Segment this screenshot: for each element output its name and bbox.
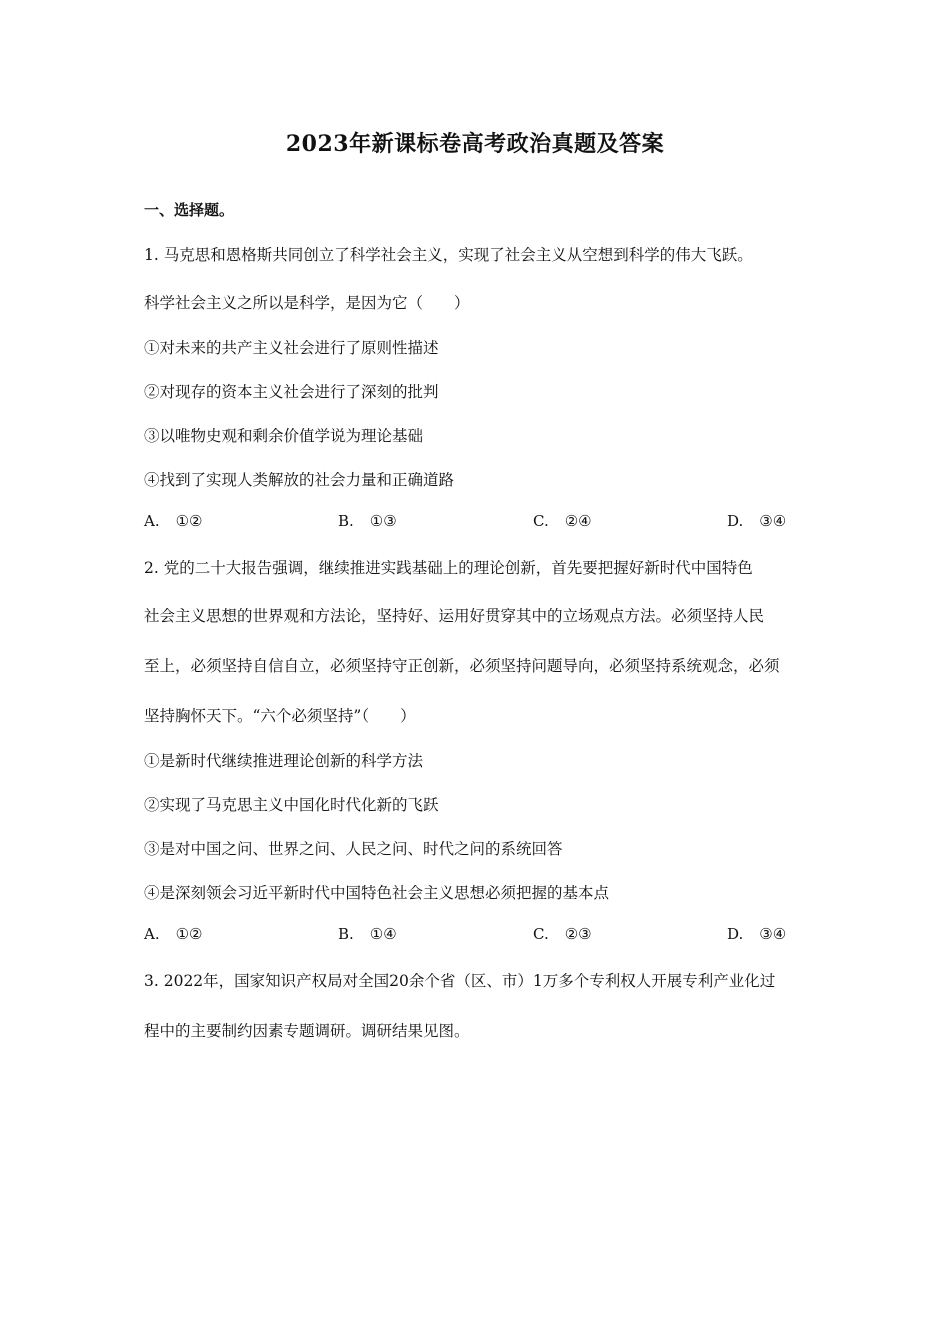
q2-stem-line: 坚持胸怀天下。“六个必须坚持”（ ） xyxy=(144,707,416,725)
option-value: ①② xyxy=(175,512,203,530)
option-label: A. xyxy=(144,925,160,943)
q2-option-a xyxy=(144,925,203,943)
option-value: ①② xyxy=(175,925,203,943)
q2-item: ②实现了马克思主义中国化时代化新的飞跃 xyxy=(144,796,439,814)
q2-item: ①是新时代继续推进理论创新的科学方法 xyxy=(144,752,424,770)
q1-option-d xyxy=(727,512,786,530)
q2-item: ③是对中国之问、世界之问、人民之问、时代之问的系统回答 xyxy=(144,840,563,858)
option-value: ①④ xyxy=(369,925,397,943)
q2-stem-line: 社会主义思想的世界观和方法论，坚持好、运用好贯穿其中的立场观点方法。必须坚持人民 xyxy=(144,607,765,625)
q1-item: ④找到了实现人类解放的社会力量和正确道路 xyxy=(144,471,455,489)
q3-stem-line: 3. 2022年，国家知识产权局对全国20余个省（区、市）1万多个专利权人开展专利产业化过 xyxy=(144,972,776,990)
option-value: ③④ xyxy=(759,512,787,530)
document-title: 2023年新课标卷高考政治真题及答案 xyxy=(285,131,665,157)
option-label: A. xyxy=(144,512,160,530)
q1-stem-line: 1. 马克思和恩格斯共同创立了科学社会主义，实现了社会主义从空想到科学的伟大飞跃。 xyxy=(144,246,753,264)
option-label: C. xyxy=(533,925,549,943)
q1-option-c xyxy=(533,512,592,530)
option-label: B. xyxy=(338,925,354,943)
option-label: B. xyxy=(338,512,354,530)
option-value: ②④ xyxy=(564,512,592,530)
option-label: D. xyxy=(727,512,744,530)
q1-item: ②对现存的资本主义社会进行了深刻的批判 xyxy=(144,383,439,401)
q1-option-a xyxy=(144,512,203,530)
option-value: ②③ xyxy=(564,925,592,943)
q2-item: ④是深刻领会习近平新时代中国特色社会主义思想必须把握的基本点 xyxy=(144,884,610,902)
option-value: ③④ xyxy=(759,925,787,943)
q2-option-d xyxy=(727,925,786,943)
q2-stem-line: 至上，必须坚持自信自立，必须坚持守正创新，必须坚持问题导向，必须坚持系统观念，必须 xyxy=(144,657,780,675)
option-label: C. xyxy=(533,512,549,530)
q3-stem-line: 程中的主要制约因素专题调研。调研结果见图。 xyxy=(144,1022,470,1040)
section-heading: 一、选择题。 xyxy=(144,201,235,219)
q1-option-b xyxy=(338,512,397,530)
q2-option-b xyxy=(338,925,397,943)
q2-option-c xyxy=(533,925,592,943)
q1-stem-line: 科学社会主义之所以是科学，是因为它（ ） xyxy=(144,294,470,312)
q1-item: ①对未来的共产主义社会进行了原则性描述 xyxy=(144,339,439,357)
q2-stem-line: 2. 党的二十大报告强调，继续推进实践基础上的理论创新，首先要把握好新时代中国特色 xyxy=(144,559,753,577)
option-value: ①③ xyxy=(369,512,397,530)
q1-item: ③以唯物史观和剩余价值学说为理论基础 xyxy=(144,427,424,445)
option-label: D. xyxy=(727,925,744,943)
